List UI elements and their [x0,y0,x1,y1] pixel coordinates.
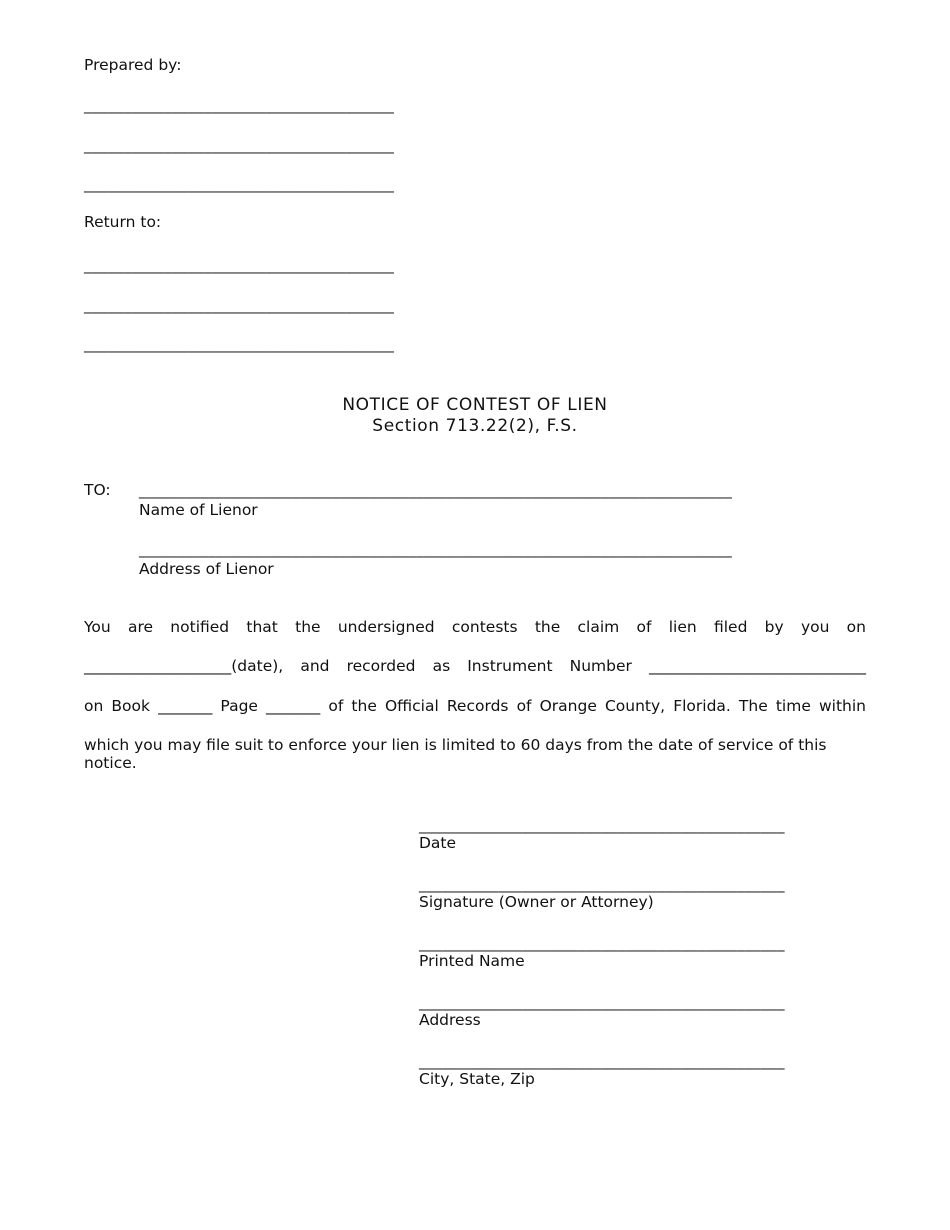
printed-name-line[interactable]: ______________________________________________ [419,934,785,952]
city-state-zip-label: City, State, Zip [419,1070,535,1088]
prepared-by-line-3[interactable]: _______________________________________ [84,175,395,193]
signature-line[interactable]: ______________________________________________ [419,875,785,893]
signature-label: Signature (Owner or Attorney) [419,893,654,911]
date-blank[interactable]: ___________________ [84,657,232,675]
statute-reference: Section 713.22(2), F.S. [372,416,578,436]
prepared-by-line-2[interactable]: _______________________________________ [84,136,395,154]
page-blank[interactable]: _______ [266,697,321,715]
page-text: Page [220,697,258,715]
date-label: Date [419,834,457,852]
lienor-name-label: Name of Lienor [139,501,258,519]
book-blank[interactable]: _______ [158,697,213,715]
date-recorded-text: (date), and recorded as Instrument Number [231,657,632,675]
return-to-label: Return to: [84,213,162,231]
prepared-by-line-1[interactable]: _______________________________________ [84,96,395,114]
return-to-line-1[interactable]: _______________________________________ [84,256,395,274]
to-label: TO: [84,481,111,499]
notice-line-1: You are notified that the undersigned contests the claim of lien filed by you on [84,618,866,636]
instrument-number-blank[interactable]: ____________________________ [649,657,866,675]
lienor-address-label: Address of Lienor [139,560,274,578]
document-title: NOTICE OF CONTEST OF LIEN [342,395,608,415]
address-line[interactable]: ______________________________________________ [419,993,785,1011]
address-label: Address [419,1011,481,1029]
return-to-line-2[interactable]: _______________________________________ [84,296,395,314]
prepared-by-label: Prepared by: [84,56,182,74]
notice-line-2 [84,657,866,675]
return-to-line-3[interactable]: _______________________________________ [84,335,395,353]
on-book-text: on Book [84,697,150,715]
lienor-address-line[interactable]: _____________________________________________________________________________ [139,540,732,558]
lienor-name-line[interactable]: _____________________________________________________________________________ [139,481,732,499]
notice-line-4: which you may file suit to enforce your lien is limited to 60 days from the date of service of this notice. [84,736,827,772]
date-line[interactable]: ______________________________________________ [419,816,785,834]
printed-name-label: Printed Name [419,952,525,970]
city-state-zip-line[interactable]: ______________________________________________ [419,1052,785,1070]
notice-line-3 [84,697,866,715]
official-records-text: of the Official Records of Orange County, Florida. The time within [328,697,866,715]
